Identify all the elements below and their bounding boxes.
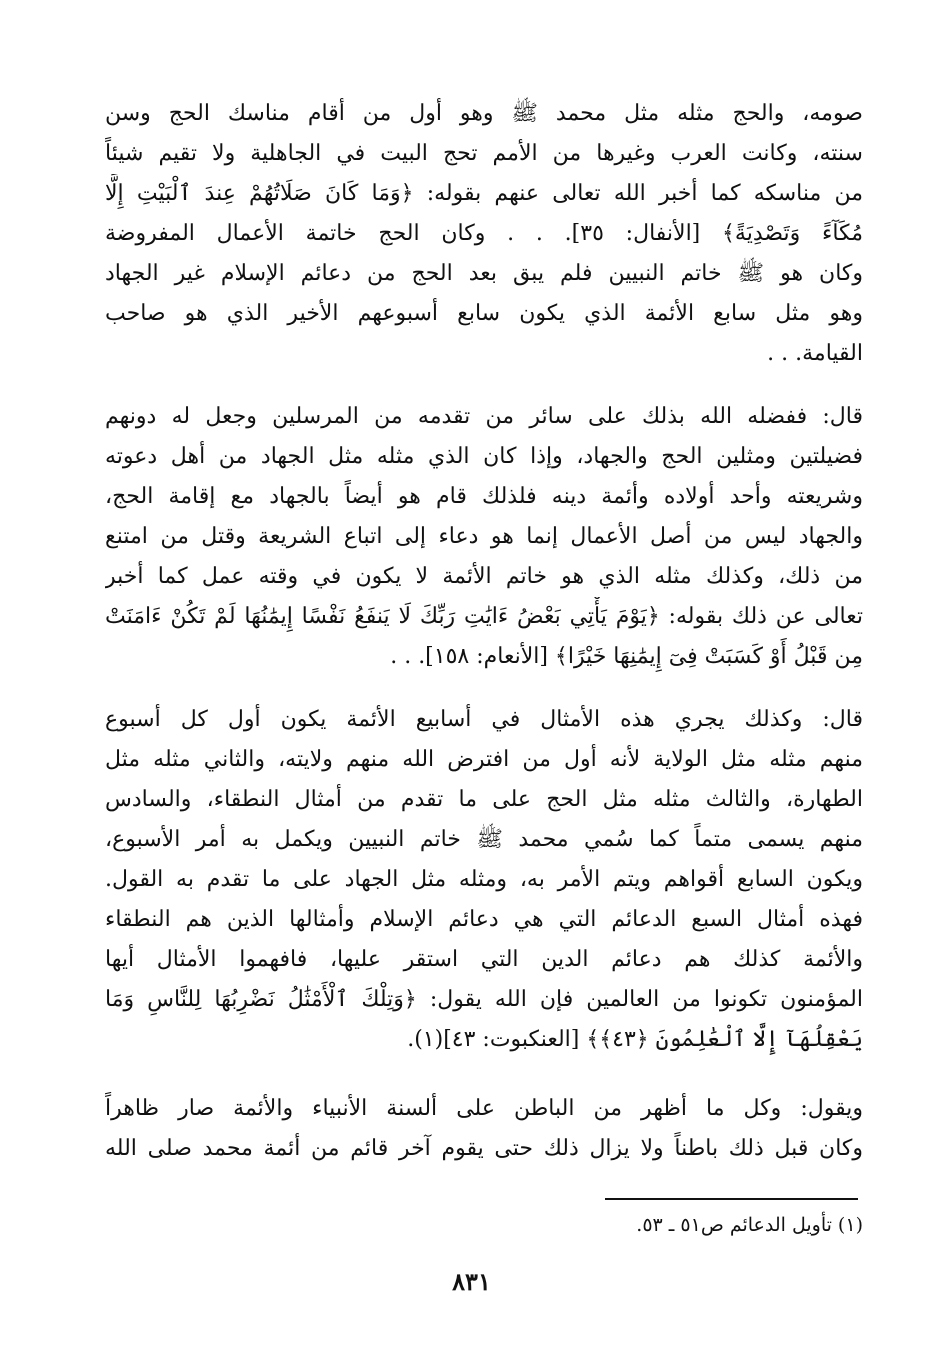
- text-line: القيامة. . .: [767, 341, 863, 366]
- text-line: من ذلك، وكذلك مثله الذي هو خاتم الأئمة لا يكون في وقته عمل كما أخبر: [105, 564, 863, 589]
- text-line: وكان هو ﷺ خاتم النبيين فلم يبق بعد الحج من دعائم الإسلام غير الجهاد: [105, 261, 863, 286]
- text-line: وشريعته وأحد أولاده وأئمة دينه فلذلك قام هو أيضاً بالجهاد مع إقامة الحج،: [105, 484, 863, 509]
- text-line: والجهاد ليس من أصل الأعمال إنما هو دعاء إلى اتباع الشريعة وقتل من امتنع: [105, 524, 863, 549]
- text-line: صومه، والحج مثله مثل محمد ﷺ وهو أول من أقام مناسك الحج وسن: [105, 101, 863, 126]
- text-line: الطهارة، والثالث مثله مثل الحج على ما تقدم من أمثال النطقاء، والسادس: [105, 787, 863, 812]
- text-line: يَعْقِلُهَآ إِلَّا ٱلْعَٰلِمُونَ ﴿٤٣﴾﴾ [العنكبوت: ٤٣](١).: [407, 1027, 863, 1052]
- text-line: مُكَآءً وَتَصْدِيَةً﴾ [الأنفال: ٣٥]. . . وكان الحج خاتمة الأعمال المفروضة: [105, 221, 863, 246]
- text-line: مِن قَبْلُ أَوْ كَسَبَتْ فِىٓ إِيمَٰنِهَا خَيْرًا﴾ [الأنعام: ١٥٨]. . .: [390, 644, 863, 669]
- text-line: وكان قبل ذلك باطناً ولا يزال ذلك حتى يقوم آخر قائم من أئمة محمد صلى الله: [105, 1136, 863, 1161]
- page-number: ٨٣١: [452, 1267, 491, 1296]
- text-line: منهم يسمى متماً كما سُمي محمد ﷺ خاتم النبيين ويكمل به أمر الأسبوع،: [105, 827, 863, 852]
- paragraph-1: [105, 94, 863, 374]
- text-line: قال: ففضله الله بذلك على سائر من تقدمه من المرسلين وجعل له دونهم: [105, 404, 863, 429]
- text-line: والأئمة كذلك هم دعائم الدين التي استقر عليها، فافهموا الأمثال أيها: [105, 947, 863, 972]
- text-line: تعالى عن ذلك بقوله: ﴿يَوْمَ يَأْتِي بَعْضُ ءَايَٰتِ رَبِّكَ لَا يَنفَعُ نَفْسًا إِيمَٰنُهَا لَمْ تَكُنْ ءَامَنَتْ: [105, 604, 863, 629]
- text-line: فضيلتين ومثلين الحج والجهاد، وإذا كان الذي مثله مثل الجهاد من أهل دعوته: [105, 444, 863, 469]
- text-line: سنته، وكانت العرب وغيرها من الأمم تحج البيت في الجاهلية ولا تقيم شيئاً: [105, 141, 863, 166]
- footnote: (١) تأويل الدعائم ص٥١ ـ ٥٣.: [636, 1214, 863, 1236]
- footnote-divider: [605, 1198, 858, 1200]
- text-line: ويكون السابع أقواهم ويتم الأمر به، ومثله مثل الجهاد على ما تقدم به القول.: [105, 867, 863, 892]
- text-line: قال: وكذلك يجري هذه الأمثال في أسابيع الأئمة يكون أول كل أسبوع: [105, 707, 863, 732]
- text-line: منهم مثله مثل الولاية لأنه أول من افترض الله منهم ولايته، والثاني مثله مثل: [105, 747, 863, 772]
- text-line: ويقول: وكل ما أظهر من الباطن على ألسنة الأنبياء والأئمة صار ظاهراً: [105, 1096, 863, 1121]
- paragraph-2: [105, 397, 863, 677]
- paragraph-3: [105, 700, 863, 1060]
- text-line: المؤمنون تكونوا من العالمين فإن الله يقول: ﴿وَتِلْكَ ٱلْأَمْثَٰلُ نَضْرِبُهَا لِلنَّاسِ وَمَا: [105, 987, 863, 1012]
- paragraph-4: [105, 1089, 863, 1169]
- text-line: من مناسكه كما أخبر الله تعالى عنهم بقوله: ﴿وَمَا كَانَ صَلَاتُهُمْ عِندَ ٱلْبَيْتِ إِلَّا: [105, 181, 863, 206]
- text-line: فهذه أمثال السبع الدعائم التي هي دعائم الإسلام وأمثالها الذين هم النطقاء: [105, 907, 863, 932]
- text-line: وهو مثل سابع الأئمة الذي يكون سابع أسبوعهم الأخير الذي هو صاحب: [105, 301, 863, 326]
